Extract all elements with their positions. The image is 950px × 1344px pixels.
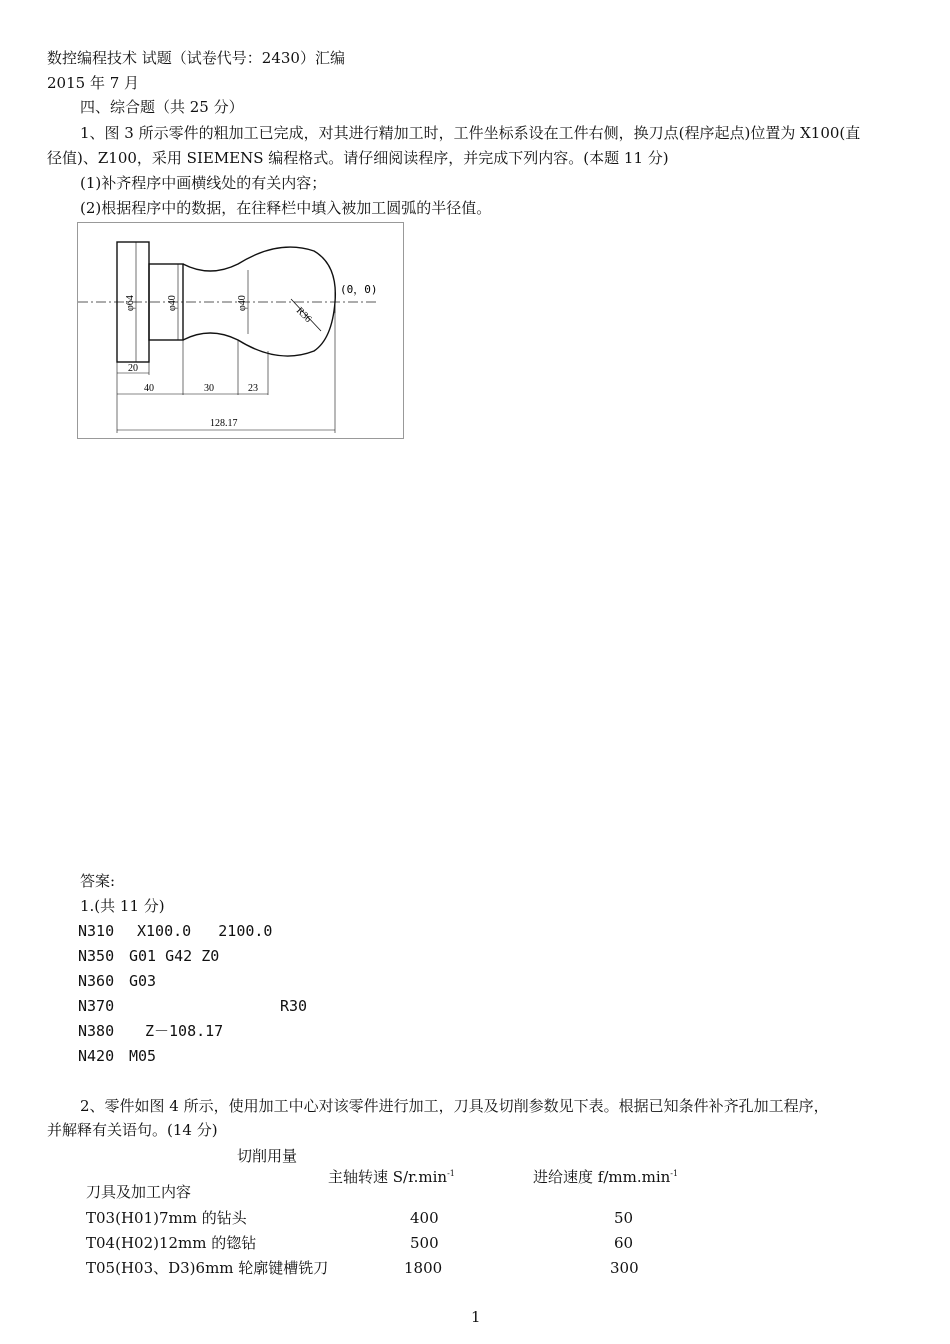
table-row-0-speed: 400 <box>410 1209 439 1227</box>
q1-text-line1: 1、图 3 所示零件的粗加工已完成，对其进行精加工时，工件坐标系设在工件右侧，换刀点(程序起点)位置为 X100(直 <box>80 124 861 142</box>
answer-part: 1.(共 11 分) <box>80 897 165 915</box>
section-heading: 四、综合题（共 25 分） <box>80 98 244 116</box>
table-row-1-feed: 60 <box>614 1234 634 1252</box>
label-30: 30 <box>204 383 214 394</box>
answer-line-text-3: R30 <box>280 997 308 1015</box>
table-row-2-feed: 300 <box>610 1259 639 1277</box>
table-group-header: 切削用量 <box>237 1147 298 1165</box>
answer-line-text-4: Z－108.17 <box>145 1022 224 1040</box>
label-40: 40 <box>144 383 154 394</box>
q1-subitem-2: (2)根据程序中的数据，在往释栏中填入被加工圆弧的半径值。 <box>80 199 492 217</box>
q2-text-line2: 并解释有关语句。(14 分) <box>47 1121 218 1139</box>
page-number: 1 <box>471 1308 481 1326</box>
part-drawing-svg <box>78 223 405 440</box>
answer-line-text-5: M05 <box>129 1047 157 1065</box>
origin-label: (0，0) <box>340 283 378 296</box>
label-r36: R36 <box>293 305 314 325</box>
table-row-2-speed: 1800 <box>404 1259 443 1277</box>
q1-subitem-1: (1)补齐程序中画横线处的有关内容； <box>80 174 327 192</box>
table-row-1-speed: 500 <box>410 1234 439 1252</box>
label-20: 20 <box>128 363 138 374</box>
answer-line-text-0: X100.0 2100.0 <box>137 922 273 940</box>
answer-line-n-1: N350 <box>78 947 115 965</box>
q2-text-line1: 2、零件如图 4 所示，使用加工中心对该零件进行加工，刀具及切削参数见下表。根据已知条件补齐孔加工程序， <box>80 1097 829 1115</box>
col-feed-sup: -1 <box>670 1169 679 1178</box>
figure-3-part-drawing <box>77 222 404 439</box>
table-row-2-tool: T05(H03、D3)6mm 轮廓键槽铣刀 <box>86 1259 329 1277</box>
answer-heading: 答案: <box>80 872 116 890</box>
table-col-feed <box>533 1164 678 1187</box>
table-row-0-tool: T03(H01)7mm 的钻头 <box>86 1209 247 1227</box>
table-col-speed <box>328 1164 455 1187</box>
label-d64: φ64 <box>125 295 136 311</box>
answer-line-n-2: N360 <box>78 972 115 990</box>
document-date: 2015 年 7 月 <box>47 74 140 92</box>
answer-line-n-4: N380 <box>78 1022 115 1040</box>
answer-line-n-3: N370 <box>78 997 115 1015</box>
q1-text-line2: 径值)、Z100，采用 SIEMENS 编程格式。请仔细阅读程序，并完成下列内容。(本题 11 分) <box>47 149 669 167</box>
label-total: 128.17 <box>210 418 238 429</box>
answer-line-text-1: G01 G42 Z0 <box>129 947 220 965</box>
answer-line-text-2: G03 <box>129 972 157 990</box>
table-row-1-tool: T04(H02)12mm 的锪钻 <box>86 1234 257 1252</box>
col-speed-sup: -1 <box>447 1169 455 1178</box>
label-d40b: φ40 <box>237 295 248 311</box>
label-d40a: φ40 <box>167 295 178 311</box>
answer-line-n-0: N310 <box>78 922 115 940</box>
answer-line-n-5: N420 <box>78 1047 115 1065</box>
col-speed-label: 主轴转速 S/r.min <box>328 1168 448 1186</box>
col-feed-label: 进给速度 f/mm.min <box>533 1168 671 1186</box>
document-title: 数控编程技术 试题（试卷代号：2430）汇编 <box>47 49 345 67</box>
table-row-0-feed: 50 <box>614 1209 634 1227</box>
table-col-tool: 刀具及加工内容 <box>86 1183 192 1201</box>
ball-profile <box>183 247 335 356</box>
label-23: 23 <box>248 383 258 394</box>
